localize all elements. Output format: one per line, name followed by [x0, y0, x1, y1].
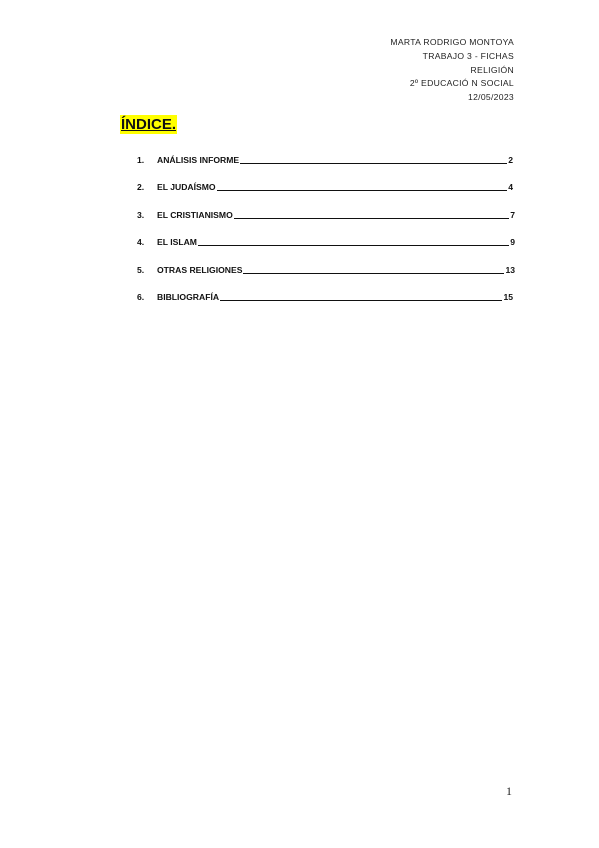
toc-entry-label: EL CRISTIANISMO [157, 210, 233, 220]
toc-entry-page: 13 [505, 265, 515, 275]
course-name: 2º EDUCACIÓ N SOCIAL [409, 78, 514, 89]
toc-leader-line [243, 265, 504, 274]
toc-entry-page: 2 [508, 155, 513, 165]
toc-entry-label: ANÁLISIS INFORME [157, 155, 240, 165]
toc-entry-label: BIBLIOGRAFÍA [157, 292, 220, 302]
toc-leader-line [234, 210, 509, 219]
toc-entry-number: 5. [137, 265, 145, 275]
page-number: 1 [506, 784, 512, 798]
toc-leader-line [217, 182, 508, 191]
work-title: TRABAJO 3 - FICHAS [422, 50, 514, 61]
author-name: MARTA RODRIGO MONTOYA [390, 37, 514, 47]
toc-entry-number: 6. [137, 292, 145, 302]
toc-entry-number: 4. [137, 237, 145, 247]
toc-entry-label: EL ISLAM [157, 237, 197, 247]
index-title: ÍNDICE. [121, 116, 177, 133]
toc-entry-page: 7 [510, 210, 515, 220]
toc-leader-line [220, 292, 502, 301]
toc-leader-line [240, 155, 507, 164]
toc-entry-number: 1. [137, 155, 145, 165]
toc-entry-number: 3. [137, 210, 145, 220]
document-date: 12/05/2023 [467, 92, 514, 103]
toc-entry-label: OTRAS RELIGIONES [157, 265, 243, 275]
toc-leader-line [198, 237, 509, 246]
toc-entry[interactable] [137, 237, 515, 251]
toc-entry[interactable] [137, 210, 515, 224]
toc-entry[interactable] [137, 265, 515, 279]
subject-name: RELIGIÓN [470, 64, 514, 75]
toc-entry-label: EL JUDAÍSMO [157, 182, 216, 192]
toc-entry-number: 2. [137, 182, 145, 192]
toc-entry[interactable] [137, 182, 513, 196]
document-header [390, 36, 514, 105]
toc-entry-page: 4 [508, 182, 513, 192]
toc-entry-page: 15 [503, 292, 513, 302]
toc-entry-page: 9 [510, 237, 515, 247]
toc-entry[interactable] [137, 155, 513, 169]
toc-entry[interactable] [137, 292, 513, 306]
